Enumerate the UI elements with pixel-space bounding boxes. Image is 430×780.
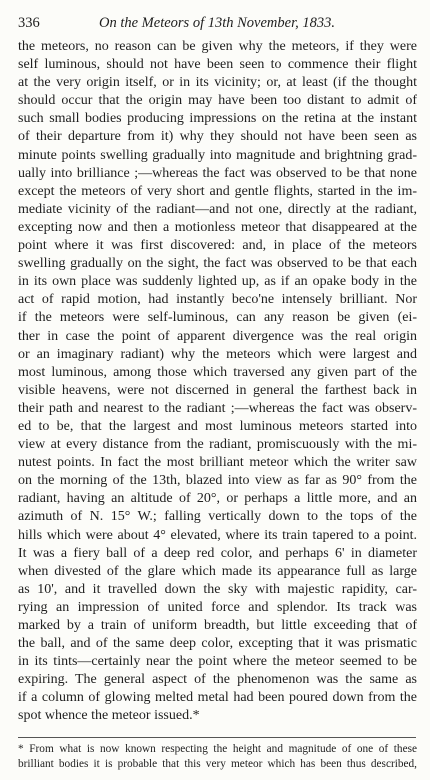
footnote-line: * From what is now known respecting the height and magnitude of one of these (18, 743, 417, 755)
text-line: most luminous, among those which traversed any given part of the (18, 364, 417, 380)
text-line: ed to be, that the largest and most luminous meteors started into (18, 418, 417, 434)
text-line: point where it was first discovered: and, in place of the meteors (18, 238, 417, 254)
text-line: when divested of the glare which made its appearance full as large (18, 563, 417, 579)
text-line: marked by a train of uniform breadth, but little exceeding that of (18, 618, 417, 633)
text-line: excepting now and then a motionless meteor that disappeared at the (18, 219, 417, 235)
text-line: or an imaginary radiant) why the meteors which were largest and (18, 346, 417, 362)
text-line: on the morning of the 13th, blazed into view as far as 90° from the (18, 473, 417, 489)
text-line: act of rapid motion, had instantly beco'ne intensely brilliant. Nor (18, 292, 417, 308)
text-line: ually into brilliance ;—whereas the fact was observed to be that none (18, 165, 417, 181)
text-line: radiant, having an altitude of 20°, or perhaps a little more, and an (18, 491, 417, 507)
text-line: should occur that the origin may have been too distant to admit of (18, 93, 417, 109)
page-header (18, 15, 416, 35)
text-line: of their departure from it) why they should not have been seen as (18, 129, 417, 145)
text-line: the meteors, no reason can be given why the meteors, if they were (18, 39, 417, 54)
text-line: if the meteors were self-luminous, can any reason be given (ei- (18, 310, 417, 326)
text-line: view at every distance from the radiant, promiscuously with the mi- (18, 437, 417, 453)
text-line: ther in case the point of apparent divergence was the real origin (18, 328, 417, 344)
text-line: in its own place was suddenly lighted up, as if an opake body in the (18, 274, 417, 290)
text-line: except the meteors of very short and gentle flights, started in the im- (18, 183, 417, 199)
text-line: visible heavens, were not discerned in general the farthest back in (18, 382, 417, 398)
text-line: swelling gradually on the sight, the fact was observed to be that each (18, 256, 417, 272)
footnote-rule (18, 737, 416, 738)
text-line: azimuth of N. 15° W.; falling vertically down to the tops of the (18, 509, 417, 525)
text-line: such small bodies producing impressions on the retina at the instant (18, 111, 417, 127)
page-number: 336 (18, 15, 40, 31)
footnote (18, 742, 417, 771)
text-line: self luminous, should not have been seen to commence their flight (18, 57, 417, 73)
text-line: expiring. The general aspect of the phenomenon was the same as (18, 672, 417, 688)
text-line: their path and nearest to the radiant ;—whereas the fact was observ- (18, 400, 417, 416)
text-line: rying an impression of united force and splendor. Its track was (18, 599, 417, 615)
text-line: spot whence the meteor issued.* (18, 708, 200, 724)
text-line: hills which were about 4° elevated, where its train tapered to a point. (18, 527, 417, 543)
text-line: in its tints—certainly near the point where the meteor seemed to be (18, 654, 417, 670)
text-line: mediate vicinity of the radiant—and not one, directly at the radiant, (18, 201, 417, 217)
text-line: the ball, and of the same deep color, excepting that it was prismatic (18, 636, 417, 652)
body-text (18, 38, 417, 726)
footnote-line: brilliant bodies it is probable that this very meteor which has been thus described, (18, 757, 417, 770)
text-line: minute points swelling gradually into magnitude and brightning grad- (18, 147, 417, 163)
running-title: On the Meteors of 13th November, 1833. (99, 15, 335, 31)
text-line: as 10', and it travelled down the sky with majestic rapidity, car- (18, 581, 417, 597)
text-line: nutest points. In fact the most brilliant meteor which the writer saw (18, 455, 417, 471)
text-line: It was a fiery ball of a deep red color, and perhaps 6' in diameter (18, 545, 417, 561)
text-line: at the very origin itself, or in its vicinity; or, at least (if the thought (18, 75, 417, 91)
text-line: if a column of glowing melted metal had been poured down from the (18, 690, 417, 706)
